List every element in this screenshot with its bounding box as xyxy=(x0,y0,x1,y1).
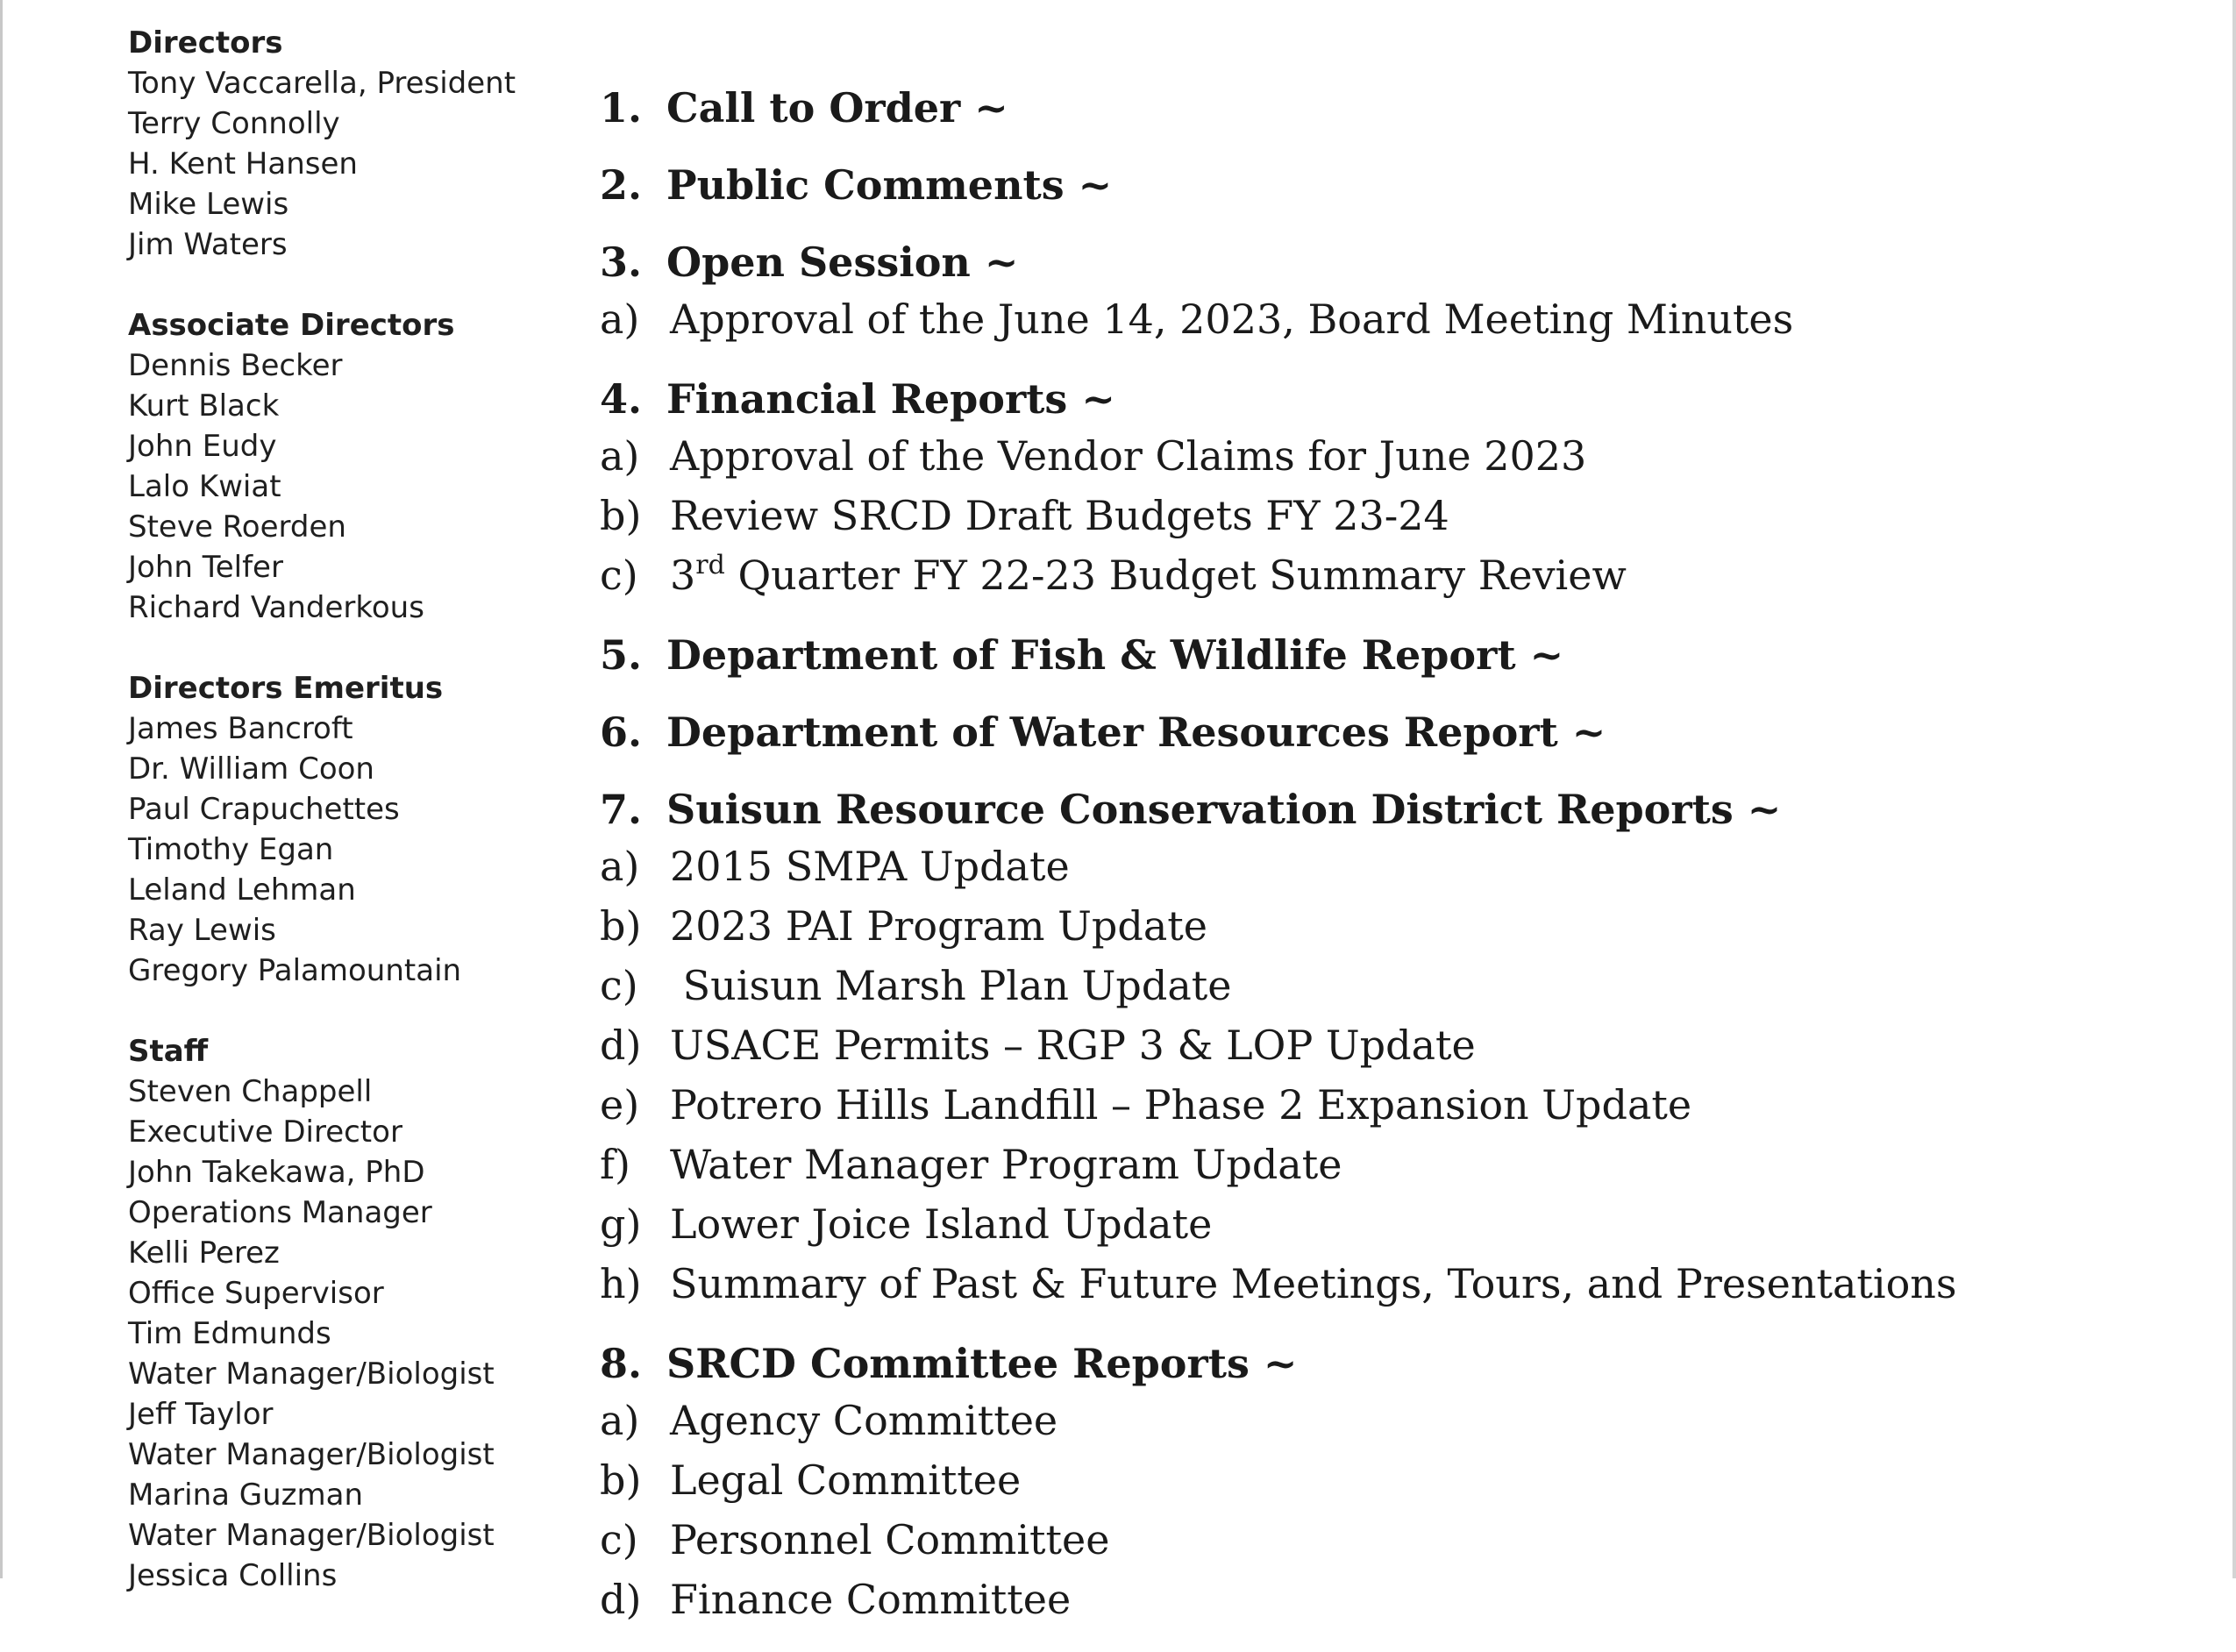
section-title xyxy=(600,782,2196,837)
agenda-item xyxy=(600,289,2196,349)
section-title-text: Department of Fish & Wildlife Report ~ xyxy=(666,631,1564,679)
item-text: Approval of the Vendor Claims for June 2023 xyxy=(670,432,1587,480)
associate-director-name: Dennis Becker xyxy=(128,348,343,383)
item-text-superscript: rd xyxy=(695,550,725,580)
item-text: 2023 PAI Program Update xyxy=(670,902,1207,950)
associate-director-name: John Telfer xyxy=(128,550,283,585)
item-text: Legal Committee xyxy=(670,1456,1022,1504)
staff-role: Water Manager/Biologist xyxy=(128,1437,495,1472)
section-title xyxy=(600,372,2196,426)
section-number: 5. xyxy=(600,631,643,679)
staff-name: Marina Guzman xyxy=(128,1478,364,1513)
item-letter: f) xyxy=(600,1141,630,1188)
associate-director-name: Lalo Kwiat xyxy=(128,469,281,504)
agenda-section-financial-reports xyxy=(600,372,2196,605)
section-title-text: Financial Reports ~ xyxy=(666,375,1115,423)
item-text: Approval of the June 14, 2023, Board Meeting Minutes xyxy=(670,296,1794,343)
agenda-section-water-resources xyxy=(600,705,2196,759)
directors-group xyxy=(128,23,540,265)
directors-emeritus-heading: Directors Emeritus xyxy=(128,671,444,706)
item-letter: c) xyxy=(600,1516,638,1563)
agenda-section-open-session xyxy=(600,235,2196,349)
agenda-section-call-to-order xyxy=(600,81,2196,135)
staff-heading: Staff xyxy=(128,1034,209,1069)
item-text: 2015 SMPA Update xyxy=(670,843,1070,890)
agenda-item xyxy=(600,1075,2196,1135)
item-letter: d) xyxy=(600,1022,642,1069)
item-letter: a) xyxy=(600,843,640,890)
item-letter: h) xyxy=(600,1260,642,1307)
item-text: USACE Permits – RGP 3 & LOP Update xyxy=(670,1022,1476,1069)
staff-group xyxy=(128,1031,540,1596)
item-text-prefix: 3 xyxy=(670,552,696,599)
agenda-item xyxy=(600,956,2196,1015)
associate-director-name: Kurt Black xyxy=(128,388,280,424)
agenda xyxy=(600,81,2196,1652)
item-letter: b) xyxy=(600,1456,642,1504)
item-letter: d) xyxy=(600,1576,642,1623)
section-number: 2. xyxy=(600,161,643,209)
staff-role: Executive Director xyxy=(128,1114,402,1150)
section-number: 4. xyxy=(600,375,643,423)
associate-director-name: Steve Roerden xyxy=(128,509,346,545)
director-emeritus-name: Gregory Palamountain xyxy=(128,953,462,988)
item-text: Agency Committee xyxy=(670,1397,1058,1444)
item-text: Potrero Hills Landfill – Phase 2 Expansion Update xyxy=(670,1081,1692,1129)
item-letter: e) xyxy=(600,1081,640,1129)
section-number: 1. xyxy=(600,84,643,132)
section-title-text: Call to Order ~ xyxy=(666,84,1008,132)
item-text: Finance Committee xyxy=(670,1576,1072,1623)
director-emeritus-name: James Bancroft xyxy=(128,711,353,746)
item-text: Quarter FY 22-23 Budget Summary Review xyxy=(724,552,1627,599)
section-number: 3. xyxy=(600,239,643,286)
agenda-item xyxy=(600,486,2196,545)
section-title-text: Public Comments ~ xyxy=(666,161,1113,209)
director-name: Jim Waters xyxy=(128,227,288,262)
item-letter: g) xyxy=(600,1200,642,1248)
associate-directors-heading: Associate Directors xyxy=(128,308,455,343)
item-letter: b) xyxy=(600,492,642,539)
associate-directors-group xyxy=(128,305,540,628)
agenda-item xyxy=(600,1135,2196,1194)
item-letter: c) xyxy=(600,962,638,1009)
director-name: Tony Vaccarella, President xyxy=(128,66,516,101)
directors-emeritus-group xyxy=(128,668,540,991)
section-title xyxy=(600,705,2196,759)
section-title-text: Department of Water Resources Report ~ xyxy=(666,709,1606,756)
page-edge-left xyxy=(0,0,3,1578)
directors-heading: Directors xyxy=(128,25,283,61)
agenda-item xyxy=(600,1015,2196,1075)
item-letter: a) xyxy=(600,1397,640,1444)
director-emeritus-name: Dr. William Coon xyxy=(128,751,374,787)
staff-name: Jessica Collins xyxy=(128,1558,338,1593)
sidebar-roster xyxy=(128,23,540,1596)
agenda-section-public-comments xyxy=(600,158,2196,212)
agenda-item xyxy=(600,1450,2196,1510)
section-title xyxy=(600,81,2196,135)
director-emeritus-name: Leland Lehman xyxy=(128,872,356,908)
section-title-text: Open Session ~ xyxy=(666,239,1019,286)
associate-director-name: John Eudy xyxy=(128,429,277,464)
section-title-text: SRCD Committee Reports ~ xyxy=(666,1340,1298,1387)
section-title xyxy=(600,235,2196,289)
page-edge-right xyxy=(2232,0,2236,1578)
item-text: Summary of Past & Future Meetings, Tours, and Presentations xyxy=(670,1260,1957,1307)
agenda-item xyxy=(600,837,2196,896)
agenda-item xyxy=(600,1254,2196,1314)
item-text: Suisun Marsh Plan Update xyxy=(670,962,1232,1009)
item-letter: a) xyxy=(600,296,640,343)
director-emeritus-name: Ray Lewis xyxy=(128,913,276,948)
staff-name: John Takekawa, PhD xyxy=(128,1155,425,1190)
agenda-item xyxy=(600,426,2196,486)
item-letter: b) xyxy=(600,902,642,950)
staff-role: Office Supervisor xyxy=(128,1276,384,1311)
section-number: 8. xyxy=(600,1340,643,1387)
agenda-item xyxy=(600,545,2196,605)
section-title-text: Suisun Resource Conservation District Reports ~ xyxy=(666,786,1782,833)
staff-role: Operations Manager xyxy=(128,1195,432,1230)
section-title xyxy=(600,1336,2196,1391)
item-text: Lower Joice Island Update xyxy=(670,1200,1213,1248)
staff-role: Water Manager/Biologist xyxy=(128,1518,495,1553)
agenda-section-fish-wildlife xyxy=(600,628,2196,682)
staff-role: Water Manager/Biologist xyxy=(128,1356,495,1392)
agenda-item xyxy=(600,1391,2196,1450)
staff-name: Steven Chappell xyxy=(128,1074,373,1109)
item-letter: a) xyxy=(600,432,640,480)
associate-director-name: Richard Vanderkous xyxy=(128,590,424,625)
agenda-item xyxy=(600,1570,2196,1629)
item-text: Review SRCD Draft Budgets FY 23-24 xyxy=(670,492,1449,539)
director-name: H. Kent Hansen xyxy=(128,146,358,182)
agenda-item xyxy=(600,1194,2196,1254)
section-title xyxy=(600,158,2196,212)
item-letter: c) xyxy=(600,552,638,599)
section-number: 7. xyxy=(600,786,643,833)
staff-name: Jeff Taylor xyxy=(128,1397,274,1432)
item-text: Water Manager Program Update xyxy=(670,1141,1342,1188)
director-emeritus-name: Timothy Egan xyxy=(128,832,334,867)
staff-name: Kelli Perez xyxy=(128,1235,280,1271)
section-title xyxy=(600,628,2196,682)
director-name: Terry Connolly xyxy=(128,106,340,141)
director-emeritus-name: Paul Crapuchettes xyxy=(128,792,400,827)
section-number: 6. xyxy=(600,709,643,756)
staff-name: Tim Edmunds xyxy=(128,1316,331,1351)
agenda-item xyxy=(600,1510,2196,1570)
item-text: Personnel Committee xyxy=(670,1516,1110,1563)
agenda-section-srcd-reports xyxy=(600,782,2196,1314)
director-name: Mike Lewis xyxy=(128,187,289,222)
agenda-section-committee-reports xyxy=(600,1336,2196,1629)
agenda-item xyxy=(600,896,2196,956)
